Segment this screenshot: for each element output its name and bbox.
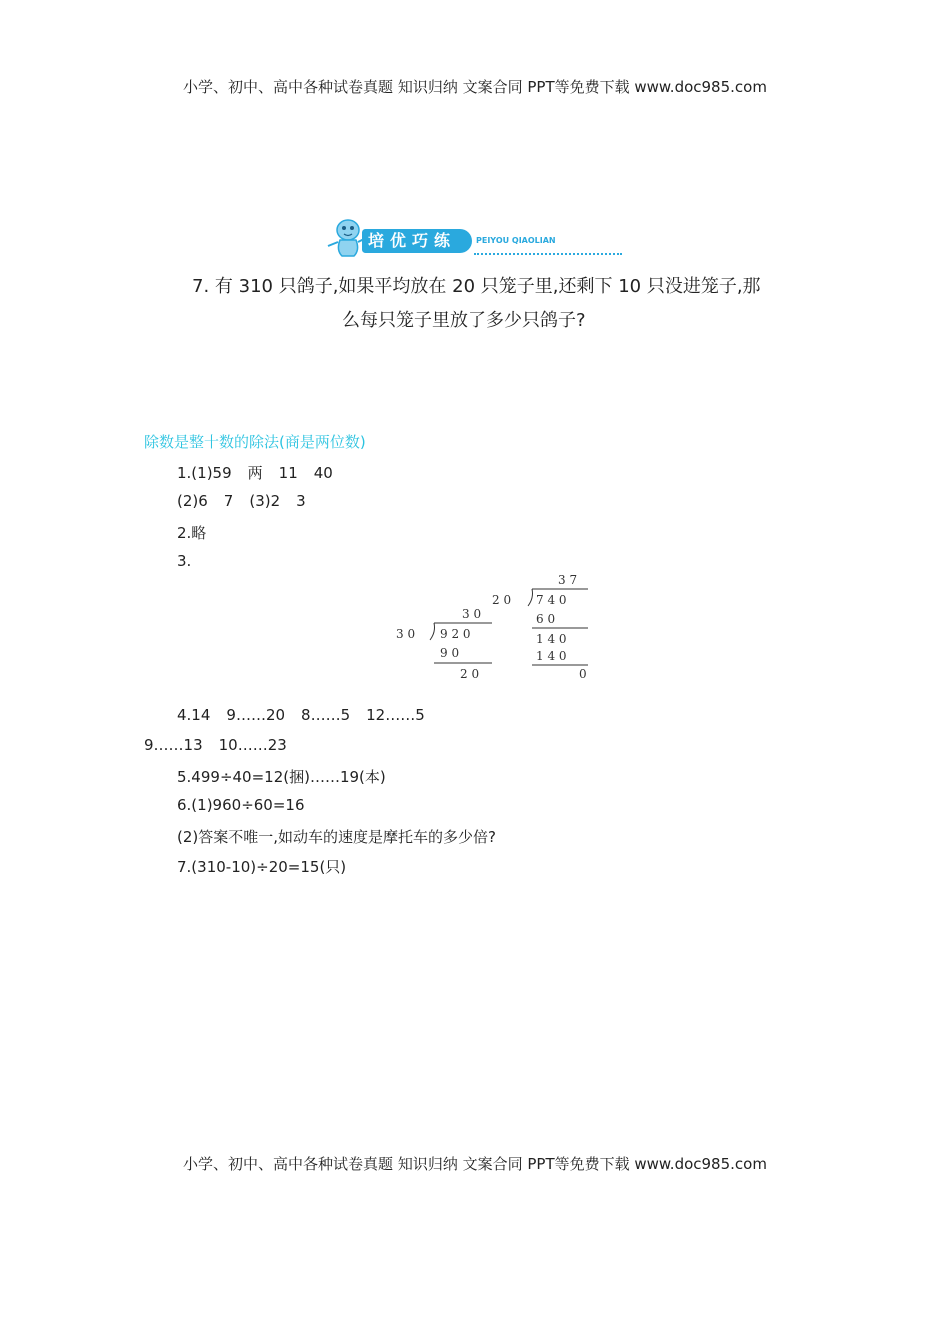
left-dividend: 9 2 0 [440, 627, 471, 641]
right-quotient: 3 7 [558, 573, 578, 587]
right-divisor: 2 0 [492, 593, 512, 607]
right-division-bracket [528, 589, 533, 606]
banner-title: 培优巧练 [368, 231, 457, 250]
answer-text: 7 [223, 492, 234, 510]
answer-text: 10……23 [218, 736, 287, 754]
answer-text: 12……5 [366, 706, 425, 724]
banner-subtitle: PEIYOU QIAOLIAN [476, 236, 556, 245]
answer-text: 8……5 [301, 706, 351, 724]
long-division-figure [390, 568, 600, 688]
answer-1-line-2 [177, 492, 306, 510]
answer-6-part-2: (2)答案不唯一,如动车的速度是摩托车的多少倍? [177, 828, 496, 846]
question-line-2: 么每只笼子里放了多少只鸽子? [342, 310, 586, 331]
left-divisor: 3 0 [396, 627, 416, 641]
answer-text: 两 [247, 464, 263, 482]
answer-text: 4.14 [177, 706, 211, 724]
left-step-1: 9 0 [440, 646, 460, 660]
answer-text: (2)6 [177, 492, 208, 510]
question-line-1: 7. 有 310 只鸽子,如果平均放在 20 只笼子里,还剩下 10 只没进笼子,那 [192, 276, 761, 297]
section-banner [324, 216, 624, 258]
right-step-1: 6 0 [536, 612, 556, 626]
answer-6-part-1: 6.(1)960÷60=16 [177, 796, 305, 814]
answer-2: 2.略 [177, 524, 207, 542]
right-step-2: 1 4 0 [536, 632, 567, 646]
answer-4-line-1 [177, 706, 425, 724]
answer-1-line-1 [177, 462, 333, 483]
right-remainder: 0 [579, 667, 587, 681]
answer-text: 40 [313, 464, 333, 482]
left-quotient: 3 0 [462, 607, 482, 621]
answer-text: 9……13 [144, 736, 203, 754]
answer-section-title: 除数是整十数的除法(商是两位数) [144, 433, 366, 451]
left-division-bracket [430, 623, 435, 640]
right-dividend: 7 4 0 [536, 593, 567, 607]
answer-7: 7.(310-10)÷20=15(只) [177, 858, 347, 876]
banner-divider [474, 253, 622, 255]
answer-text: (3)2 [249, 492, 281, 510]
left-remainder: 2 0 [460, 667, 480, 681]
page-header: 小学、初中、高中各种试卷真题 知识归纳 文案合同 PPT等免费下载 www.doc985.com [183, 78, 767, 96]
answer-text: 3 [296, 492, 306, 510]
answer-5: 5.499÷40=12(捆)……19(本) [177, 768, 386, 786]
answer-4-line-2 [144, 736, 287, 754]
page-footer: 小学、初中、高中各种试卷真题 知识归纳 文案合同 PPT等免费下载 www.doc985.com [183, 1155, 767, 1173]
answer-text: 1.(1)59 [177, 464, 232, 482]
answer-3: 3. [177, 552, 192, 570]
answer-text: 9……20 [226, 706, 286, 724]
answer-text: 11 [278, 464, 298, 482]
right-step-3: 1 4 0 [536, 649, 567, 663]
